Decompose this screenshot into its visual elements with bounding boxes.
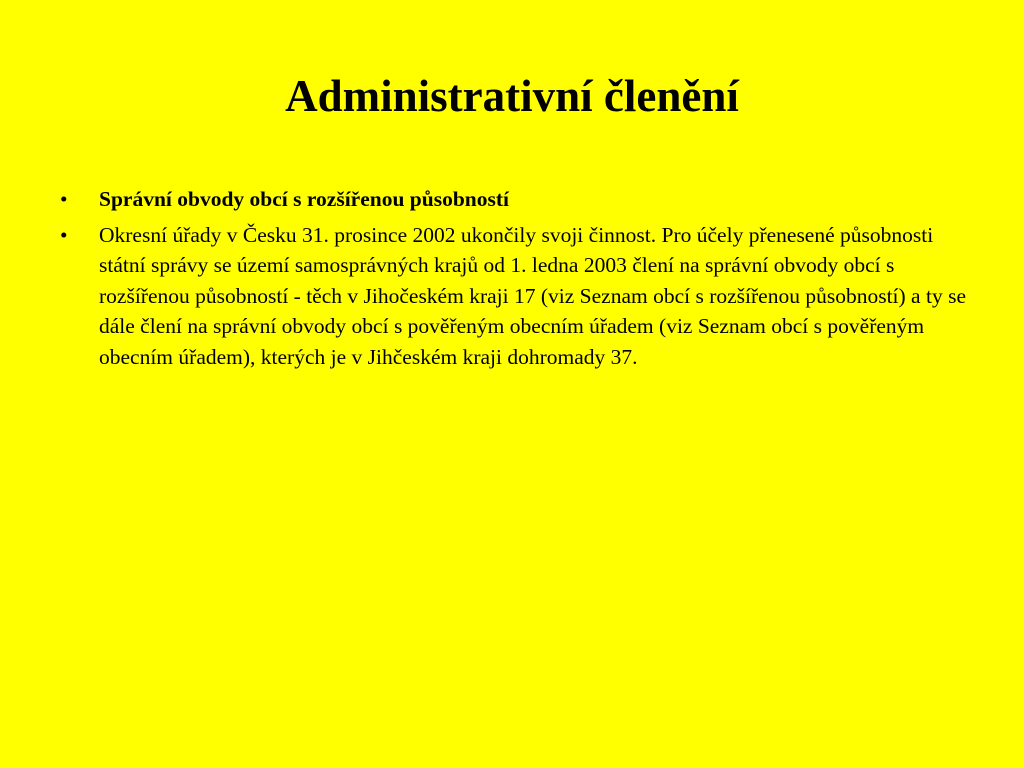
bullet-text-body: Okresní úřady v Česku 31. prosince 2002 ukončily svoji činnost. Pro účely přenesené působnosti státní správy se území samosprávných krajů od 1. ledna 2003 člení na správní obvody obcí s rozšířenou působností - těch v Jihočeském kraji 17 (viz Seznam obcí s rozšířenou působností) a ty se dále člení na správní obvody obcí s pověřeným obecním úřadem (viz Seznam obcí s pověřeným obecním úřadem), kterých je v Jihčeském kraji dohromady 37. <box>99 222 966 369</box>
bullet-list <box>60 184 970 377</box>
bullet-item-body <box>60 220 970 373</box>
bullet-text-heading: Správní obvody obcí s rozšířenou působností <box>99 187 510 211</box>
bullet-dot-icon: • <box>60 187 68 211</box>
bullet-item-heading <box>60 184 970 215</box>
bullet-dot-icon: • <box>60 222 68 247</box>
slide-title: Administrativní členění <box>285 71 739 121</box>
